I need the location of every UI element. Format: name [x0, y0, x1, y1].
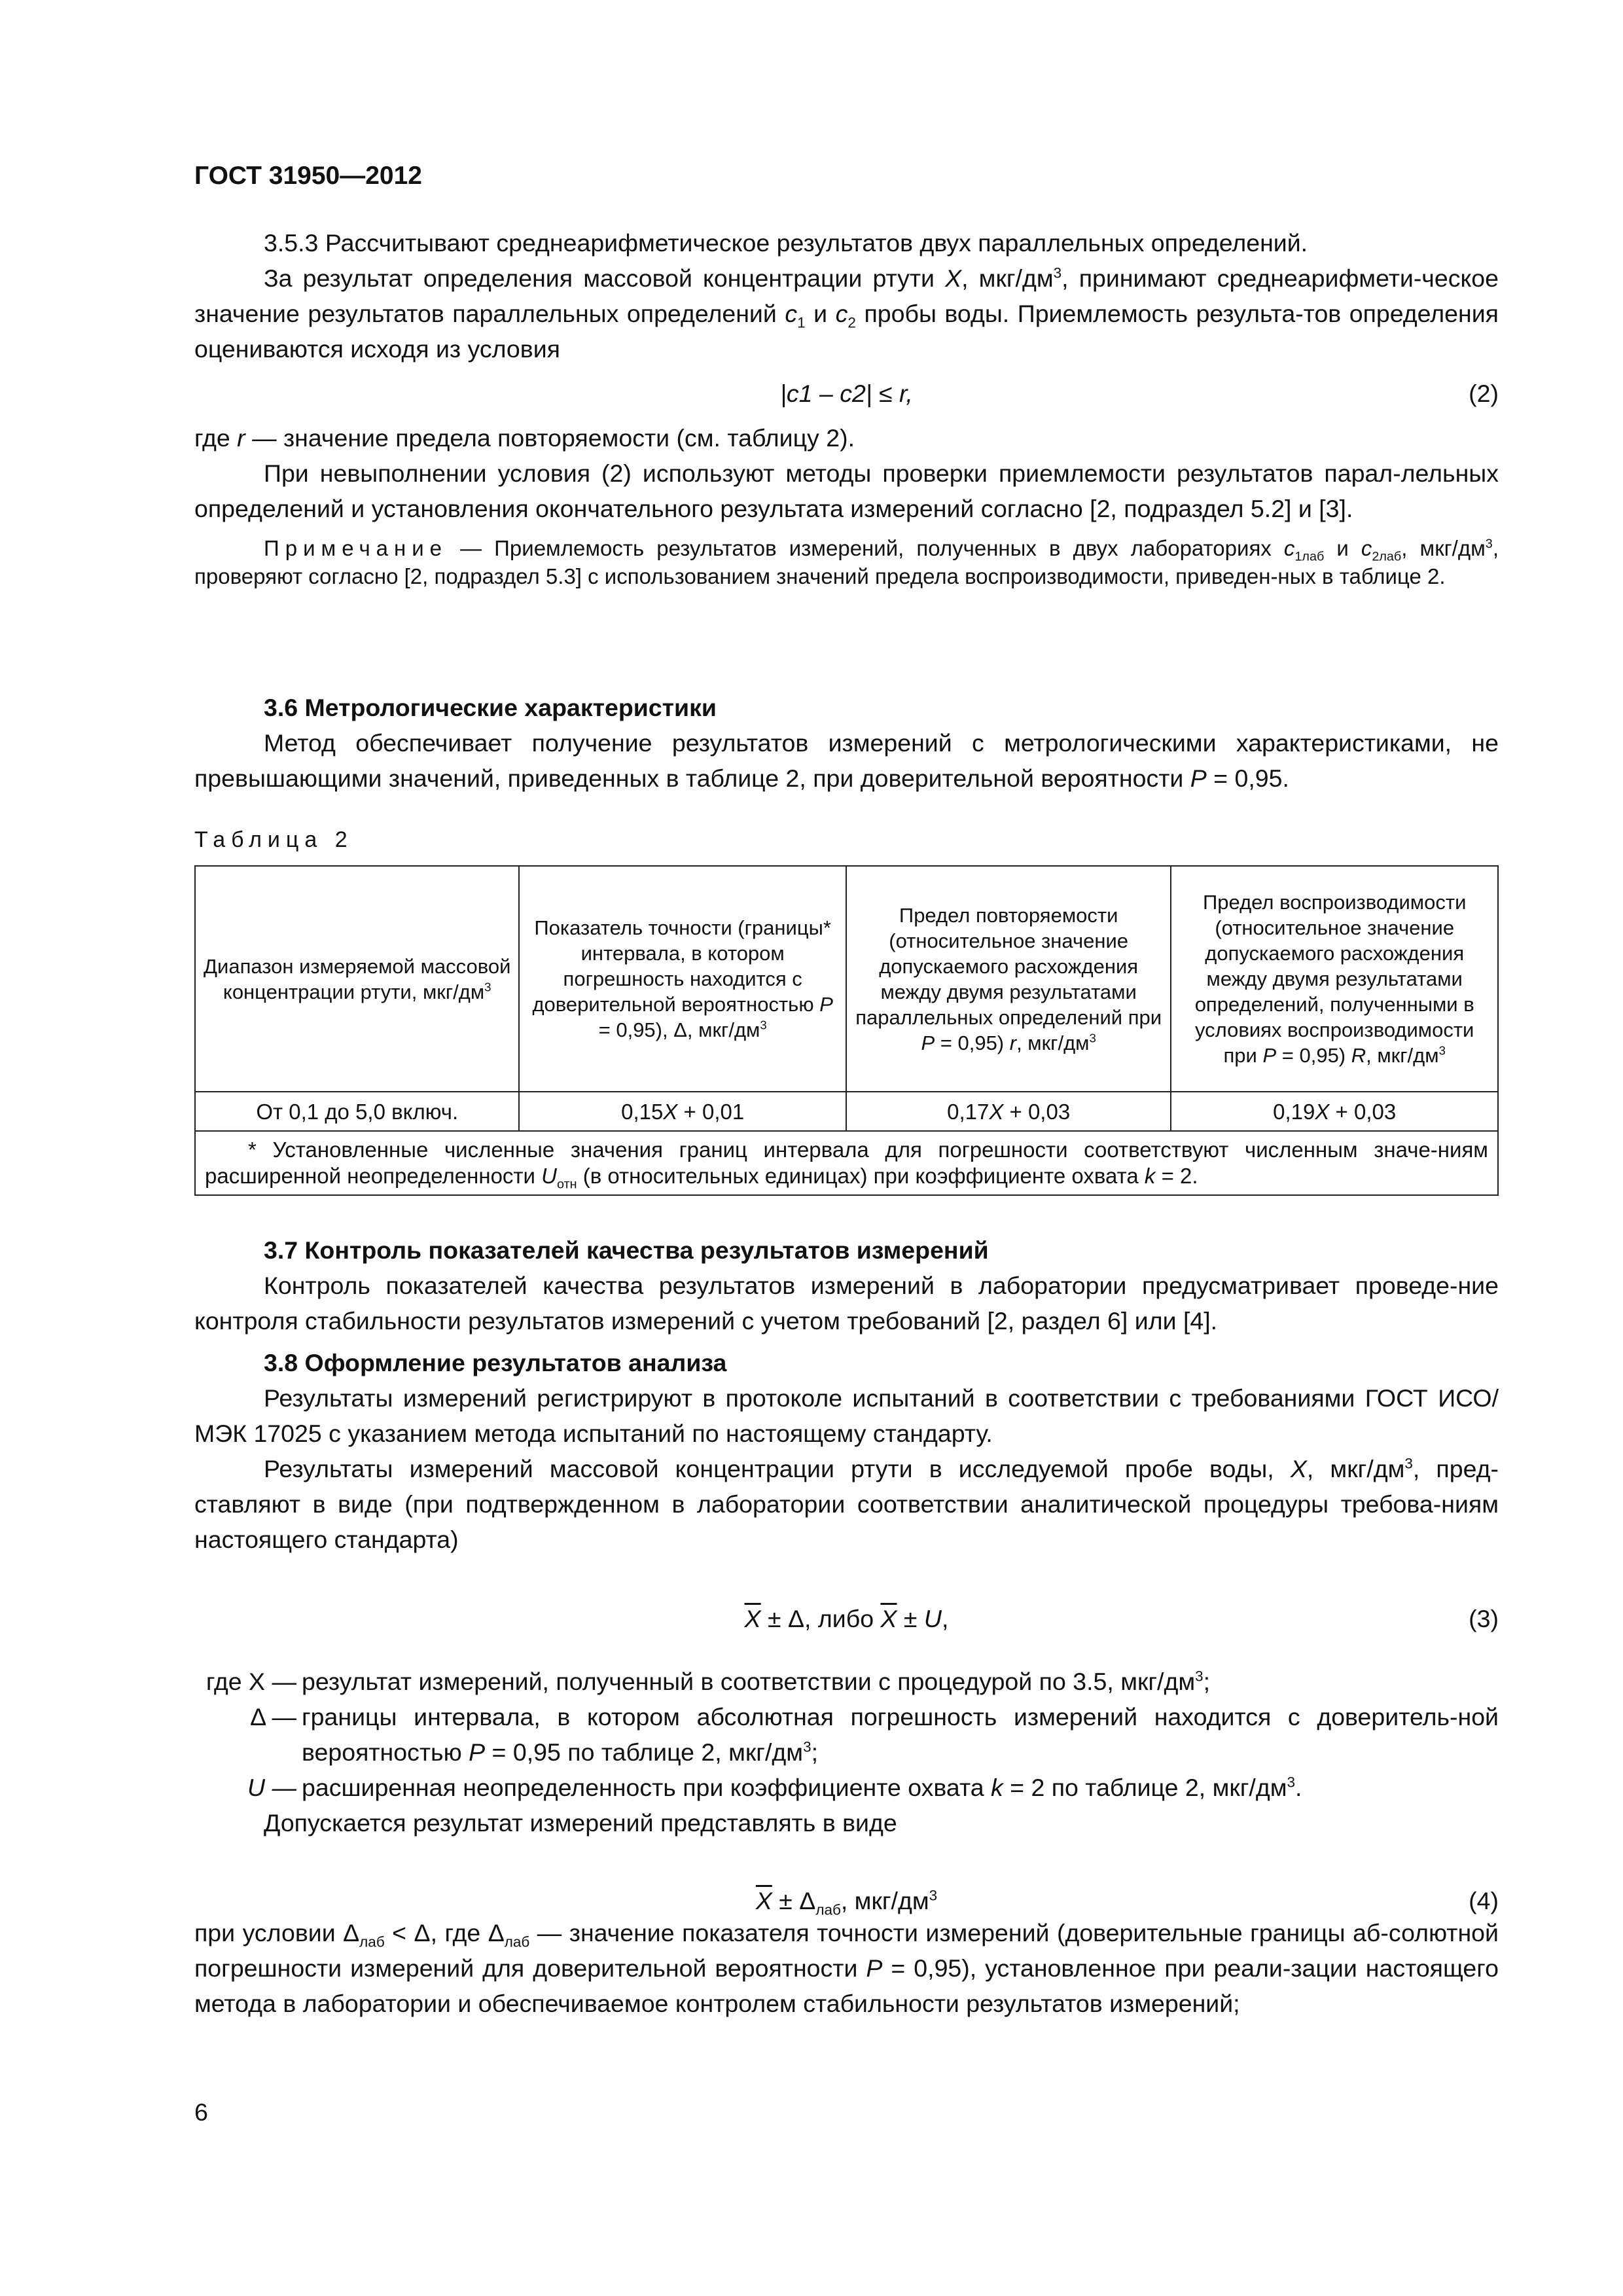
section-heading: 3.6 Метрологические характеристики: [264, 694, 717, 721]
where-label: Δ —: [250, 1703, 296, 1731]
equation-2-body: |c1 – c2| ≤ r,: [780, 380, 913, 407]
document-header: ГОСТ 31950—2012: [194, 162, 422, 190]
where-label: где X —: [205, 1668, 296, 1695]
paragraph: При невыполнении условия (2) используют методы проверки приемлемости результатов парал-лельных определений и установления окончательного результата измерений согласно [2, подраздел 5.2] и [3].: [194, 459, 1499, 522]
section-3-5-3: [194, 225, 1499, 590]
paragraph: Метод обеспечивает получение результатов измерений с метрологическими характеристиками, не превышающими значений, приведенных в таблице 2, при доверительной вероятности P = 0,95.: [194, 729, 1499, 792]
paragraph: 3.5.3 Рассчитывают среднеарифметическое результатов двух параллельных определений.: [264, 229, 1308, 257]
where-item: Δ — границы интервала, в котором абсолютная погрешность измерений находится с доверитель-ной вероятностью P = 0,95 по таблице 2, мкг/$дм^3$;: [194, 1699, 1499, 1770]
paragraph: Результаты измерений массовой концентрации ртути в исследуемой пробе воды, X, мкг/$дм^3$, пред-ставляют в виде (при подтвержденном в лаборатории соответствии аналитической процедуры требова-ниям настоящего стандарта): [194, 1455, 1499, 1553]
table-2: [194, 865, 1499, 1196]
table-cell: 0,17X + 0,03: [846, 1092, 1171, 1131]
equation-number: (4): [1469, 1887, 1499, 1914]
document-page: [194, 0, 1499, 2126]
equation-number: (3): [1469, 1605, 1499, 1632]
table-caption: Таблица 2: [194, 827, 353, 852]
table-cell: 0,15X + 0,01: [519, 1092, 846, 1131]
table-header-cell: Диапазон измеряемой массовой концентрации ртути, мкг/$дм^3$: [195, 866, 519, 1092]
table-header-row: [195, 866, 1498, 1092]
where-list: [194, 1664, 1499, 1840]
note: Примечание — Приемлемость результатов измерений, полученных в двух лабораториях $c_{1лаб}$ и $c_{2лаб}$, мкг/$дм^3$, проверяют согласно [2, подраздел 5.3] с использованием значений предела воспроизводимости, приведен-ных в таблице 2.: [194, 536, 1499, 588]
paragraph-condition: [194, 1915, 1499, 2021]
table-cell: 0,19X + 0,03: [1171, 1092, 1498, 1131]
where-item: U — расширенная неопределенность при коэффициенте охвата k = 2 по таблице 2, мкг/$дм^3$.: [194, 1770, 1499, 1805]
section-heading: 3.8 Оформление результатов анализа: [264, 1349, 727, 1376]
equation-number: (2): [1469, 380, 1499, 407]
equation-4: $\overline{X} \pm \Delta_{лаб}$, мкг/$дм^3$ (4): [194, 1883, 1499, 1918]
where-item: где X — результат измерений, полученный в соответствии с процедурой по 3.5, мкг/$дм^3$;: [194, 1664, 1499, 1699]
section-3-7: [194, 1232, 1499, 1338]
paragraph: где r — значение предела повторяемости (см. таблицу 2).: [194, 424, 855, 452]
table-header-cell: Показатель точности (границы* интервала, в котором погрешность находится с доверительной вероятностью P = 0,95), Δ, мкг/$дм^3$: [519, 866, 846, 1092]
table-footnote: * Установленные численные значения границ интервала для погрешности соответствуют численным значе-ниям расширенной неопределенности $U_{отн}$ (в относительных единицах) при коэффициенте охвата k = 2.: [195, 1131, 1498, 1195]
page-number: 6: [194, 2098, 208, 2126]
table-cell: От 0,1 до 5,0 включ.: [195, 1092, 519, 1131]
table-header-cell: Предел воспроизводимости (относительное значение допускаемого расхождения между двумя результатами определений, полученными в условиях воспроизводимости при P = 0,95) R, мкг/$дм^3$: [1171, 866, 1498, 1092]
where-label: U —: [247, 1774, 296, 1801]
paragraph: Результаты измерений регистрируют в протоколе испытаний в соответствии с требованиями ГОСТ ИСО/МЭК 17025 с указанием метода испытаний по настоящему стандарту.: [194, 1384, 1499, 1447]
paragraph: За результат определения массовой концентрации ртути X, мкг/$дм^3$, принимают среднеарифмети-ческое значение результатов параллельных определений $c_1$ и $c_2$ пробы воды. Приемлемость результа-тов определения оцениваются исходя из условия: [194, 264, 1499, 363]
equation-3: $\overline{X} \pm \Delta$, либо $\overline{X} \pm U$, (3): [194, 1601, 1499, 1636]
table-header-cell: Предел повторяемости (относительное значение допускаемого расхождения между двумя результатами параллельных определений при P = 0,95) r, мкг/$дм^3$: [846, 866, 1171, 1092]
section-3-6: [194, 690, 1499, 796]
paragraph: Допускается результат измерений представлять в виде: [264, 1809, 897, 1837]
equation-2: [194, 376, 1499, 411]
section-heading: 3.7 Контроль показателей качества результатов измерений: [264, 1236, 989, 1264]
table-row: [195, 1092, 1498, 1131]
table-footnote-row: [195, 1131, 1498, 1195]
paragraph: Контроль показателей качества результатов измерений в лаборатории предусматривает проведе-ние контроля стабильности результатов измерений с учетом требований [2, раздел 6] или [4].: [194, 1272, 1499, 1335]
section-3-8: [194, 1345, 1499, 1557]
paragraph: при условии $\Delta_{лаб} < \Delta$, где $\Delta_{лаб}$ — значение показателя точности измерений (доверительные границы аб-солютной погрешности измерений для доверительной вероятности P = 0,95), установленное при реали-зации настоящего метода в лаборатории и обеспечиваемое контролем стабильности результатов измерений;: [194, 1919, 1499, 2017]
